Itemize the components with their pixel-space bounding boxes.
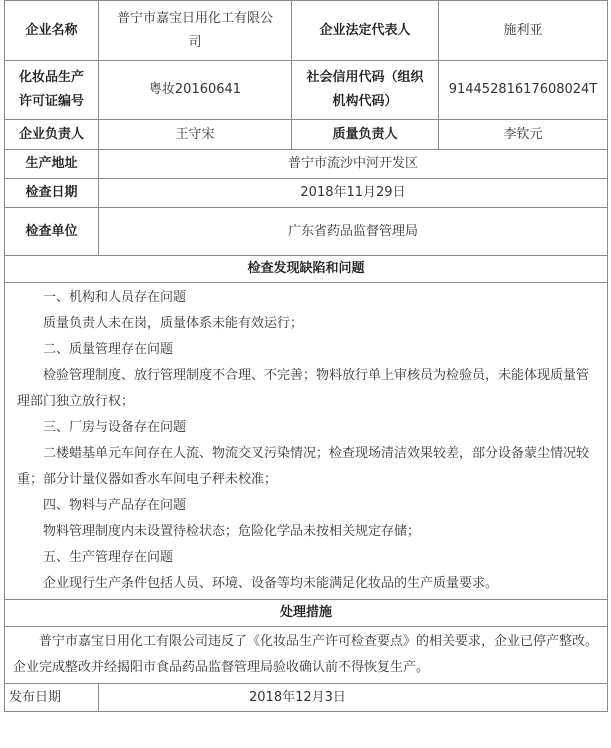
inspection-report (4, 0, 607, 712)
findings-heading: 检查发现缺陷和问题 (5, 256, 608, 283)
license-label: 化妆品生产许可证编号 (5, 61, 99, 120)
row-license (5, 61, 608, 120)
findings-body (5, 283, 608, 600)
finding-line: 四、物料与产品存在问题 (43, 498, 187, 513)
company-name-value: 普宁市嘉宝日用化工有限公司 (99, 1, 292, 61)
inspection-unit-value: 广东省药品监督管理局 (99, 208, 608, 256)
credit-code-label: 社会信用代码（组织机构代码） (292, 61, 439, 120)
quality-label: 质量负责人 (292, 120, 439, 150)
publish-date-label: 发布日期 (5, 684, 99, 712)
row-inspection-unit (5, 208, 608, 256)
inspection-date-value: 2018年11月29日 (99, 179, 608, 208)
measures-heading: 处理措施 (5, 600, 608, 627)
row-manager (5, 120, 608, 150)
measures-text: 普宁市嘉宝日用化工有限公司违反了《化妆品生产许可检查要点》的相关要求，企业已停产整改。企业完成整改并经揭阳市食品药品监督管理局验收确认前不得恢复生产。 (13, 634, 599, 675)
address-label: 生产地址 (5, 150, 99, 179)
row-measures (5, 627, 608, 684)
row-address (5, 150, 608, 179)
finding-line: 一、机构和人员存在问题 (43, 290, 187, 305)
row-company (5, 1, 608, 61)
row-findings (5, 283, 608, 600)
finding-line: 三、厂房与设备存在问题 (43, 420, 187, 435)
measures-body (5, 627, 608, 684)
legal-rep-value: 施利亚 (439, 1, 608, 61)
manager-label: 企业负责人 (5, 120, 99, 150)
finding-line: 五、生产管理存在问题 (43, 550, 174, 565)
row-inspection-date (5, 179, 608, 208)
finding-line: 企业现行生产条件包括人员、环境、设备等均未能满足化妆品的生产质量要求。 (43, 576, 499, 591)
finding-line: 物料管理制度内未设置待检状态；危险化学品未按相关规定存储； (43, 524, 421, 539)
row-measures-heading (5, 600, 608, 627)
company-name-label: 企业名称 (5, 1, 99, 61)
inspection-table (4, 0, 608, 712)
manager-value: 王守宋 (99, 120, 292, 150)
finding-line: 二、质量管理存在问题 (43, 342, 174, 357)
legal-rep-label: 企业法定代表人 (292, 1, 439, 61)
row-publish (5, 684, 608, 712)
finding-line: 质量负责人未在岗，质量体系未能有效运行； (43, 316, 304, 331)
inspection-unit-label: 检查单位 (5, 208, 99, 256)
inspection-date-label: 检查日期 (5, 179, 99, 208)
license-value: 粤妆20160641 (99, 61, 292, 120)
finding-line: 二楼蜡基单元车间存在人流、物流交叉污染情况；检查现场清洁效果较差，部分设备蒙尘情况较重；部分计量仪器如香水车间电子秤未校准； (17, 446, 590, 487)
quality-value: 李钦元 (439, 120, 608, 150)
row-findings-heading (5, 256, 608, 283)
publish-date-value: 2018年12月3日 (99, 684, 608, 712)
credit-code-value: 91445281617608024T (439, 61, 608, 120)
finding-line: 检验管理制度、放行管理制度不合理、不完善；物料放行单上审核员为检验员，未能体现质量管理部门独立放行权； (17, 368, 590, 409)
address-value: 普宁市流沙中河开发区 (99, 150, 608, 179)
